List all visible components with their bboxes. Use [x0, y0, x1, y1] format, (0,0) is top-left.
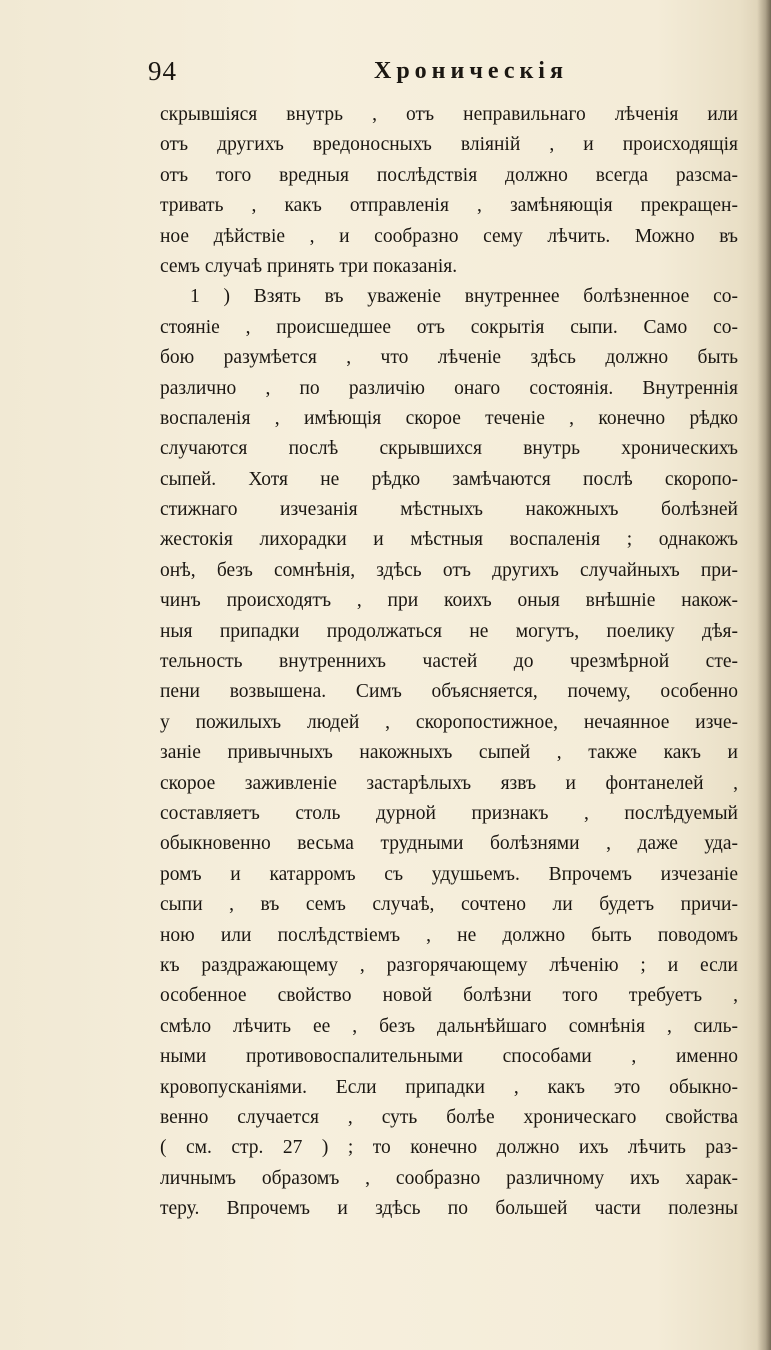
text-line: сыпей. Хотя не рѣдко замѣчаются послѣ скоропо-	[160, 468, 738, 490]
text-line: заніе привычныхъ накожныхъ сыпей , также какъ и	[160, 742, 738, 764]
text-line: скрывшіяся внутрь , отъ неправильнаго лѣченія или	[160, 104, 738, 125]
text-line: обыкновенно весьма трудными болѣзнями , даже уда-	[160, 833, 738, 855]
text-line: скорое заживленіе застарѣлыхъ язвъ и фонтанелей ,	[160, 772, 738, 794]
text-line: тельность внутреннихъ частей до чрезмѣрной сте-	[160, 651, 738, 673]
page-number: 94	[148, 56, 177, 86]
text-line: венно случается , суть болѣе хроническаго свойства	[160, 1106, 738, 1128]
text-line: ( см. стр. 27 ) ; то конечно должно ихъ лѣчить раз-	[160, 1137, 738, 1159]
text-line: тривать , какъ отправленія , замѣняющія прекращен-	[160, 195, 738, 217]
text-line: кровопусканіями. Если припадки , какъ это обыкно-	[160, 1076, 738, 1098]
text-line: къ раздражающему , разгорячающему лѣченію ; и если	[160, 954, 738, 976]
text-line: различно , по различію онаго состоянія. Внутреннія	[160, 377, 738, 399]
text-line: стояніе , происшедшее отъ сокрытія сыпи. Само со-	[160, 316, 738, 338]
text-line: составляетъ столь дурной признакъ , послѣдуемый	[160, 802, 738, 824]
text-line: ное дѣйствіе , и сообразно сему лѣчить. Можно въ	[160, 225, 738, 247]
text-line: онѣ, безъ сомнѣнія, здѣсь отъ другихъ случайныхъ при-	[160, 559, 738, 581]
page-header	[148, 56, 738, 96]
text-line: у пожилыхъ людей , скоропостижное, нечаянное изче-	[160, 711, 738, 733]
running-head: Хроническія	[374, 58, 568, 84]
text-line: ными противовоспалительными способами , именно	[160, 1046, 738, 1068]
text-line: особенное свойство новой болѣзни того требуетъ ,	[160, 985, 738, 1007]
text-line: пени возвышена. Симъ объясняется, почему, особенно	[160, 681, 738, 703]
body-text	[160, 100, 738, 1224]
text-line: бою разумѣется , что лѣченіе здѣсь должно быть	[160, 347, 738, 369]
text-line: ною или послѣдствіемъ , не должно быть поводомъ	[160, 924, 738, 946]
text-line: ныя припадки продолжаться не могутъ, поелику дѣя-	[160, 620, 738, 642]
text-line: смѣло лѣчить ее , безъ дальнѣйшаго сомнѣнія , силь-	[160, 1015, 738, 1037]
text-line: личнымъ образомъ , сообразно различному ихъ харак-	[160, 1167, 738, 1189]
text-line: случаются послѣ скрывшихся внутрь хроническихъ	[160, 438, 738, 460]
text-line: теру. Впрочемъ и здѣсь по большей части полезны	[160, 1198, 738, 1220]
text-line: ромъ и катарромъ съ удушьемъ. Впрочемъ изчезаніе	[160, 863, 738, 885]
page-edge-shadow	[757, 0, 771, 1350]
text-line: 1 ) Взять въ уваженіе внутреннее болѣзненное со-	[190, 286, 738, 308]
text-line: воспаленія , имѣющія скорое теченіе , конечно рѣдко	[160, 407, 738, 429]
text-line: отъ другихъ вредоносныхъ вліяній , и происходящія	[160, 134, 738, 156]
text-line: стижнаго изчезанія мѣстныхъ накожныхъ болѣзней	[160, 499, 738, 521]
text-line: семъ случаѣ принять три показанія.	[160, 255, 458, 277]
text-line: чинъ происходятъ , при коихъ оныя внѣшніе накож-	[160, 590, 738, 612]
text-line: сыпи , въ семъ случаѣ, сочтено ли будетъ причи-	[160, 894, 738, 916]
text-line: отъ того вредныя послѣдствія должно всегда разсма-	[160, 164, 738, 186]
text-line: жестокія лихорадки и мѣстныя воспаленія ; однакожъ	[160, 529, 738, 551]
